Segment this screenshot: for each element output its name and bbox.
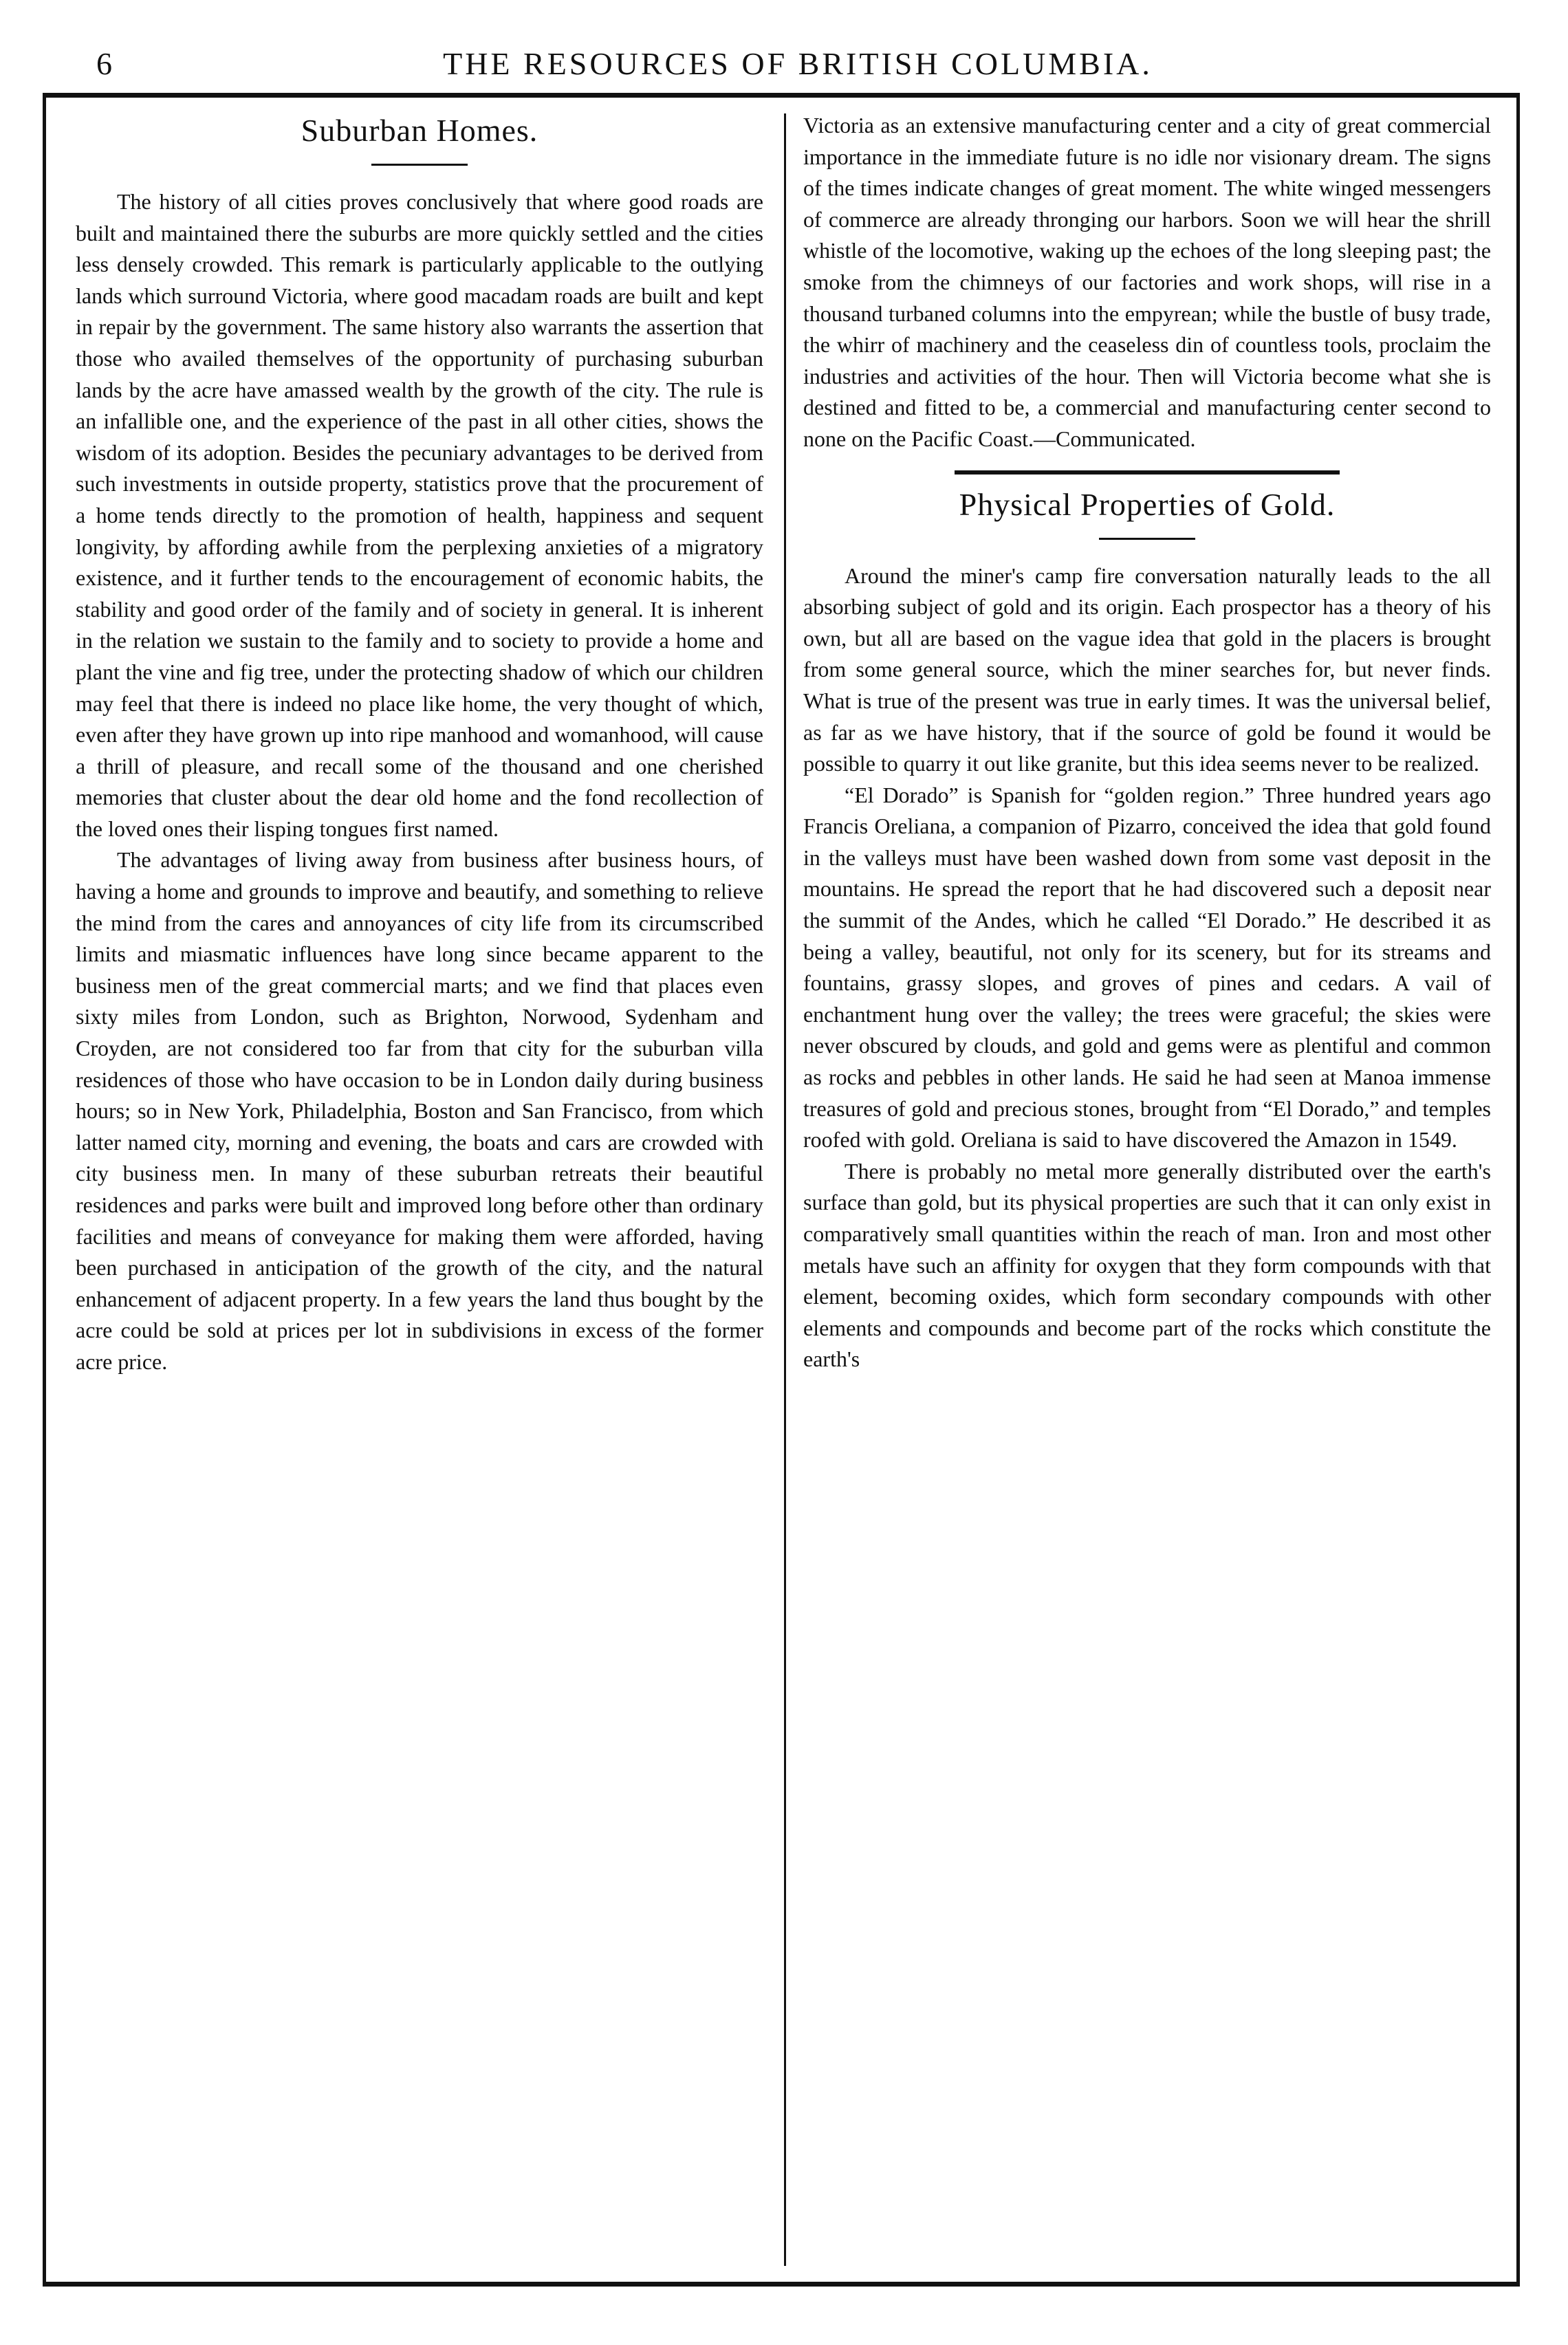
section-divider-rule xyxy=(955,470,1340,475)
article-paragraph: There is probably no metal more generally distributed over the earth's surface than gold, but its physical properties are such that it can only exist in comparatively small quantities within the reach of man. Iron and most other metals have such an affinity for oxygen that they form compounds with that element, becoming oxides, which form secondary compounds with other elements and compounds and become part of the rocks which constitute the earth's xyxy=(803,1158,1491,1372)
article-paragraph: “El Dorado” is Spanish for “golden region.” Three hundred years ago Francis Oreliana, a companion of Pizarro, conceived the idea that gold found in the valleys must have been washed down from some vast deposit in the mountains. He spread the report that he had discovered such a deposit near the summit of the Andes, which he called “El Dorado.” He described it as being a valley, beautiful, not only for its scenery, but for its streams and fountains, grassy slopes, and groves of pines and cedars. A vail of enchantment hung over the valley; the trees were graceful; the skies were never obscured by clouds, and gold and gems were as plentiful and common as rocks and pebbles in other lands. He said he had seen at Manoa immense treasures of gold and precious stones, brought from “El Dorado,” and temples roofed with gold. Oreliana is said to have discovered the Amazon in 1549. xyxy=(803,782,1491,1153)
left-column xyxy=(76,110,763,2269)
running-head xyxy=(96,45,1499,94)
running-title: THE RESOURCES OF BRITISH COLUMBIA. xyxy=(443,46,1153,81)
column-divider xyxy=(784,113,786,2266)
right-column xyxy=(803,110,1491,2269)
title-rule xyxy=(371,164,468,166)
article-paragraph: Around the miner's camp fire conversation naturally leads to the all absorbing subject of gold and its origin. Each prospector has a theory of his own, but all are based on the vague idea that gold in the placers is brought from some general source, which the miner searches for, but never finds. What is true of the present was true in early times. It was the universal belief, as far as we have history, that if the source of gold be found it would be possible to quarry it out like granite, but this idea seems never to be realized. xyxy=(803,563,1491,776)
title-rule xyxy=(1099,538,1195,540)
article-title-physical-properties-of-gold: Physical Properties of Gold. xyxy=(959,486,1336,522)
continued-paragraph: Victoria as an extensive manufacturing center and a city of great commercial importance in the immediate future is no idle nor visionary dream. The signs of the times indicate changes of great moment. The white winged messengers of commerce are already thronging our harbors. Soon we will hear the shrill whistle of the locomotive, waking up the echoes of the long sleeping past; the smoke from the chimneys of our factories and work shops, will rise in a thousand turbaned columns into the empyrean; while the bustle of busy trade, the whirr of machinery and the ceaseless din of countless tools, proclaim the industries and activities of the hour. Then will Victoria become what she is destined and fitted to be, a commercial and manufacturing center second to none on the Pacific Coast.—Communicated. xyxy=(803,113,1491,451)
page-number: 6 xyxy=(96,46,113,81)
article-paragraph: The advantages of living away from business after business hours, of having a home and grounds to improve and beautify, and something to relieve the mind from the cares and annoyances of city life from its circumscribed limits and miasmatic influences have long since became apparent to the business men of the great commercial marts; and we find that places even sixty miles from London, such as Brighton, Norwood, Sydenham and Croyden, are not considered too far from that city for the suburban villa residences of those who have occasion to be in London daily during business hours; so in New York, Philadelphia, Boston and San Francisco, from which latter named city, morning and evening, the boats and cars are crowded with city business men. In many of these suburban retreats their beautiful residences and parks were built and improved long before other than ordinary facilities and means of conveyance for making them were afforded, having been purchased in anticipation of the growth of the city, and the natural enhancement of adjacent property. In a few years the land thus bought by the acre could be sold at prices per lot in subdivisions in excess of the former acre price. xyxy=(76,847,763,1374)
article-paragraph: The history of all cities proves conclusively that where good roads are built and maintained there the suburbs are more quickly settled and the cities less densely crowded. This remark is particularly applicable to the outlying lands which surround Victoria, where good macadam roads are built and kept in repair by the government. The same history also warrants the assertion that those who availed themselves of the opportunity of purchasing suburban lands by the acre have amassed wealth by the growth of the city. The rule is an infallible one, and the experience of the past in all other cities, shows the wisdom of its adoption. Besides the pecuniary advantages to be derived from such investments in outside property, statistics prove that the procurement of a home tends directly to the promotion of health, happiness and sequent longivity, by affording awhile from the perplexing anxieties of a migratory existence, and it further tends to the encouragement of economic habits, the stability and good order of the family and of society in general. It is inherent in the relation we sustain to the family and to society to provide a home and plant the vine and fig tree, under the protecting shadow of which our children may feel that there is indeed no place like home, the very thought of which, even after they have grown up into ripe manhood and womanhood, will cause a thrill of pleasure, and recall some of the thousand and one cherished memories that cluster about the dear old home and the fond recollection of the loved ones their lisping tongues first named. xyxy=(76,189,763,841)
article-title-suburban-homes: Suburban Homes. xyxy=(301,113,538,148)
